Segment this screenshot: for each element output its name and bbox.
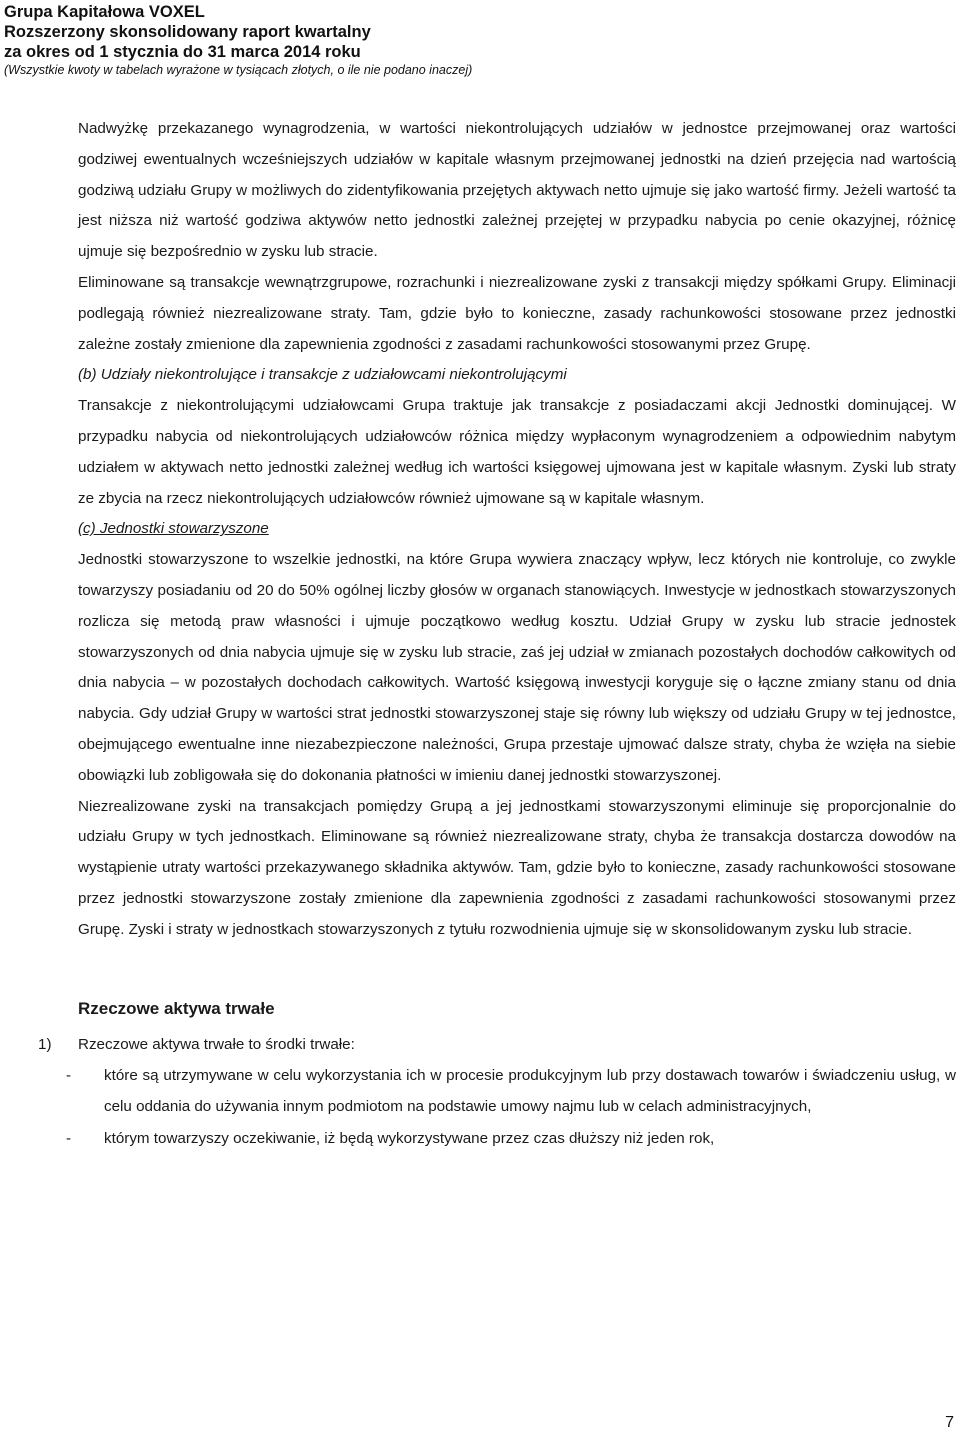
numbered-item-1 (38, 1030, 956, 1060)
document-body (38, 114, 956, 1154)
paragraph-unrealized-gains: Niezrealizowane zyski na transakcjach pomiędzy Grupą a jej jednostkami stowarzyszonymi eliminuje się proporcjonalnie do udziału Grupy w tych jednostkach. Eliminowane są również niezrealizowane straty, chyba że transakcja dostarcza dowodów na wystąpienie utraty wartości przekazywanego składnika aktywów. Tam, gdzie było to konieczne, zasady rachunkowości stosowane przez jednostki stowarzyszone zostały zmienione dla zapewnienia zgodności z zasadami rachunkowości stosowanymi przez Grupę. Zyski i straty w jednostkach stowarzyszonych z tytułu rozwodnienia ujmuje się w skonsolidowanym zysku lub stracie. (78, 797, 956, 938)
section-title-fixed-assets: Rzeczowe aktywa trwałe (78, 998, 275, 1018)
company-name: Grupa Kapitałowa VOXEL (4, 3, 205, 21)
item-text: Rzeczowe aktywa trwałe to środki trwałe: (78, 1035, 355, 1053)
paragraph-goodwill: Nadwyżkę przekazanego wynagrodzenia, w wartości niekontrolujących udziałów w jednostce przejmowanej oraz wartości godziwej ewentualnych wcześniejszych udziałów w kapitale własnym przejmowanej jednostki na dzień przejęcia nad wartością godziwą udziału Grupy w możliwych do zidentyfikowania przejętych aktywach netto ujmuje się jako wartość firmy. Jeżeli wartość ta jest niższa niż wartość godziwa aktywów netto jednostki zależnej przejętej w przypadku nabycia po cenie okazyjnej, różnicę ujmuje się bezpośrednio w zysku lub stracie. (78, 120, 956, 261)
paragraph-eliminations: Eliminowane są transakcje wewnątrzgrupowe, rozrachunki i niezrealizowane zyski z transakcji między spółkami Grupy. Eliminacji podlegają również niezrealizowane straty. Tam, gdzie było to konieczne, zasady rachunkowości stosowane przez jednostki zależne zostały zmienione dla zapewnienia zgodności z zasadami rachunkowości stosowanymi przez Grupę. (78, 273, 956, 353)
report-title: Rozszerzony skonsolidowany raport kwartalny (4, 23, 371, 41)
page-number: 7 (945, 1414, 954, 1431)
document-header (4, 2, 954, 79)
dash-marker: - (66, 1129, 72, 1147)
paragraph-associates: Jednostki stowarzyszone to wszelkie jednostki, na które Grupa wywiera znaczący wpływ, lecz których nie kontroluje, co zwykle towarzyszy posiadaniu od 20 do 50% ogólnej liczby głosów w organach stanowiących. Inwestycje w jednostkach stowarzyszonych rozlicza się metodą praw własności i ujmuje początkowo według kosztu. Udział Grupy w zysku lub stracie jednostek stowarzyszonych od dnia nabycia ujmuje się w zysku lub stracie, zaś jej udział w zmianach pozostałych dochodów całkowitych od dnia nabycia – w pozostałych dochodach całkowitych. Wartość księgową inwestycji koryguje się o łączne zmiany stanu od dnia nabycia. Gdy udział Grupy w wartości strat jednostki stowarzyszonej staje się równy lub większy od udziału Grupy w tej jednostce, obejmującego ewentualne inne niezabezpieczone należności, Grupa przestaje ujmować dalsze straty, chyba że wzięła na siebie obowiązki lub zobligowała się do dokonania płatności w imieniu danej jednostki stowarzyszonej. (78, 551, 956, 784)
paragraph-non-controlling: Transakcje z niekontrolującymi udziałowcami Grupa traktuje jak transakcje z posiadaczami akcji Jednostki dominującej. W przypadku nabycia od niekontrolujących udziałowców różnica między wypłaconym wynagrodzeniem a odpowiednim nabytym udziałem w aktywach netto jednostki zależnej według ich wartości księgowej ujmowana jest w kapitale własnym. Zyski lub straty ze zbycia na rzecz niekontrolujących udziałowców również ujmowane są w kapitale własnym. (78, 397, 956, 507)
list-item-text: które są utrzymywane w celu wykorzystania ich w procesie produkcyjnym lub przy dostawach towarów i świadczeniu usług, w celu oddania do używania innym podmiotom na podstawie umowy najmu lub w celach administracyjnych, (104, 1066, 956, 1116)
report-period: za okres od 1 stycznia do 31 marca 2014 roku (4, 43, 361, 61)
currency-note: (Wszystkie kwoty w tabelach wyrażone w tysiącach złotych, o ile nie podano inaczej) (4, 63, 473, 77)
list-item (66, 1123, 956, 1155)
subheading-non-controlling: (b) Udziały niekontrolujące i transakcje z udziałowcami niekontrolującymi (78, 366, 567, 384)
bullet-list (66, 1060, 956, 1155)
list-item (66, 1060, 956, 1123)
list-item-text: którym towarzyszy oczekiwanie, iż będą wykorzystywane przez czas dłuższy niż jeden rok, (104, 1129, 715, 1147)
dash-marker: - (66, 1066, 72, 1084)
item-number: 1) (38, 1035, 52, 1053)
subheading-associates: (c) Jednostki stowarzyszone (78, 520, 269, 538)
